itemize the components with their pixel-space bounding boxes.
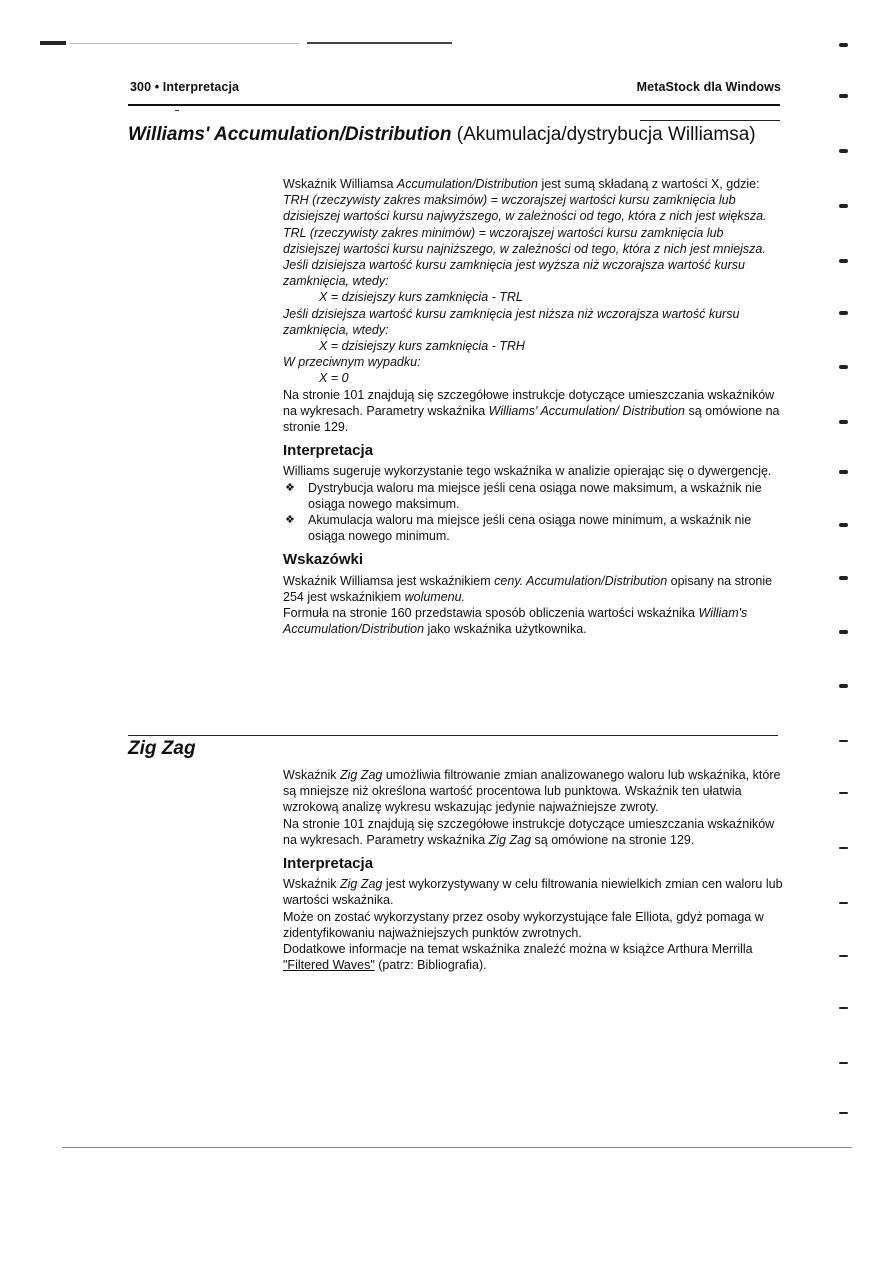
section-body-zigzag: [283, 767, 783, 973]
subheading-interpretacja: Interpretacja: [283, 442, 374, 460]
title-rule: [640, 120, 780, 121]
paragraph-elliot: Może on zostać wykorzystany przez osoby wykorzystujące fale Elliota, gdyż pomaga w zidentyfikowaniu najważniejszych punktów zwrotnych.: [283, 909, 764, 940]
equation-1: X = dzisiejszy kurs zamknięcia - TRL: [319, 290, 523, 305]
section-rule-zigzag: [128, 735, 778, 736]
section-title-williams: [128, 124, 768, 146]
bullet-list: [283, 480, 783, 545]
paragraph-reference: Dodatkowe informacje na temat wskaźnika znaleźć można w książce Arthura Merrilla "Filtered Waves" (patrz: Bibliografia).: [283, 942, 753, 973]
equation-3: X = 0: [319, 371, 349, 386]
list-item: ❖ Dystrybucja waloru ma miejsce jeśli cena osiąga nowe maksimum, a wskaźnik nie osiąga nowego maksimum.: [285, 480, 762, 511]
paragraph-interpretation: Wskaźnik Zig Zag jest wykorzystywany w celu filtrowania niewielkich zmian cen waloru lub wartości wskaźnika.: [283, 877, 783, 908]
condition-lower: Jeśli dzisiejsza wartość kursu zamknięcia jest niższa niż wczorajsza wartość kursu zamknięcia, wtedy:: [283, 306, 740, 337]
running-header-right: MetaStock dla Windows: [636, 80, 781, 94]
subheading-interpretacja: Interpretacja: [283, 855, 374, 873]
subheading-wskazowki: Wskazówki: [283, 551, 364, 569]
section-body-williams: [283, 176, 783, 637]
paragraph-parameters: Na stronie 101 znajdują się szczegółowe instrukcje dotyczące umieszczania wskaźników na wykresach. Parametry wskaźnika Zig Zag są omówione na stronie 129.: [283, 816, 775, 847]
paragraph-interpretation: Williams sugeruje wykorzystanie tego wskaźnika w analizie opierając się o dywergencję.: [283, 464, 772, 479]
scan-line-bottom: [62, 1147, 852, 1148]
equation-2: X = dzisiejszy kurs zamknięcia - TRH: [319, 339, 525, 354]
header-rule-tick: [175, 110, 179, 111]
diamond-bullet-icon: ❖: [285, 481, 295, 494]
paragraph: Wskaźnik Zig Zag umożliwia filtrowanie zmian analizowanego waloru lub wskaźnika, które są mniejsze niż określona wartość procentowa lub punktowa. Wskaźnik ten ułatwia wzrokową analizę wykresu wskazując jedynie najważniejsze zwroty.: [283, 768, 781, 815]
book-title-link: "Filtered Waves": [283, 958, 375, 973]
header-rule: [128, 104, 780, 106]
paragraph-parameters: Na stronie 101 znajdują się szczegółowe instrukcje dotyczące umieszczania wskaźników na wykresach. Parametry wskaźnika Williams' Accumulation/ Distribution są omówione na stronie 129.: [283, 387, 780, 435]
diamond-bullet-icon: ❖: [285, 514, 295, 527]
section-title-italic: Williams' Accumulation/Distribution: [128, 124, 452, 145]
definition-trh: TRH (rzeczywisty zakres maksimów) = wczorajszej wartości kursu zamknięcia lub dzisiejszej wartości kursu najwyższego, w zależności od tego, która z nich jest większa.: [283, 193, 767, 224]
section-title-regular: (Akumulacja/dystrybucja Williamsa): [456, 124, 756, 145]
scan-line-top-dark: [307, 42, 452, 44]
running-header-left: 300 • Interpretacja: [130, 80, 240, 94]
scan-mark-top: [40, 41, 66, 45]
paragraph: Wskaźnik Williamsa Accumulation/Distribution jest sumą składaną z wartości X, gdzie:: [283, 177, 760, 191]
definition-trl: TRL (rzeczywisty zakres minimów) = wczorajszej wartości kursu zamknięcia lub dzisiejszej wartości kursu najniższego, w zależności od tego, która z nich jest mniejsza.: [283, 225, 766, 256]
scan-line-top: [70, 43, 300, 44]
section-title-zigzag: Zig Zag: [128, 738, 196, 759]
condition-higher: Jeśli dzisiejsza wartość kursu zamknięcia jest wyższa niż wczorajsza wartość kursu zamknięcia, wtedy:: [283, 258, 745, 289]
list-item: ❖ Akumulacja waloru ma miejsce jeśli cena osiąga nowe minimum, a wskaźnik nie osiąga nowego minimum.: [285, 513, 752, 544]
paragraph-formula: Formuła na stronie 160 przedstawia sposób obliczenia wartości wskaźnika William's Accumulation/Distribution jako wskaźnika użytkownika.: [283, 606, 748, 637]
condition-else: W przeciwnym wypadku:: [283, 355, 421, 370]
paragraph-tips: Wskaźnik Williamsa jest wskaźnikiem ceny. Accumulation/Distribution opisany na stronie 254 jest wskaźnikiem wolumenu.: [283, 573, 773, 604]
